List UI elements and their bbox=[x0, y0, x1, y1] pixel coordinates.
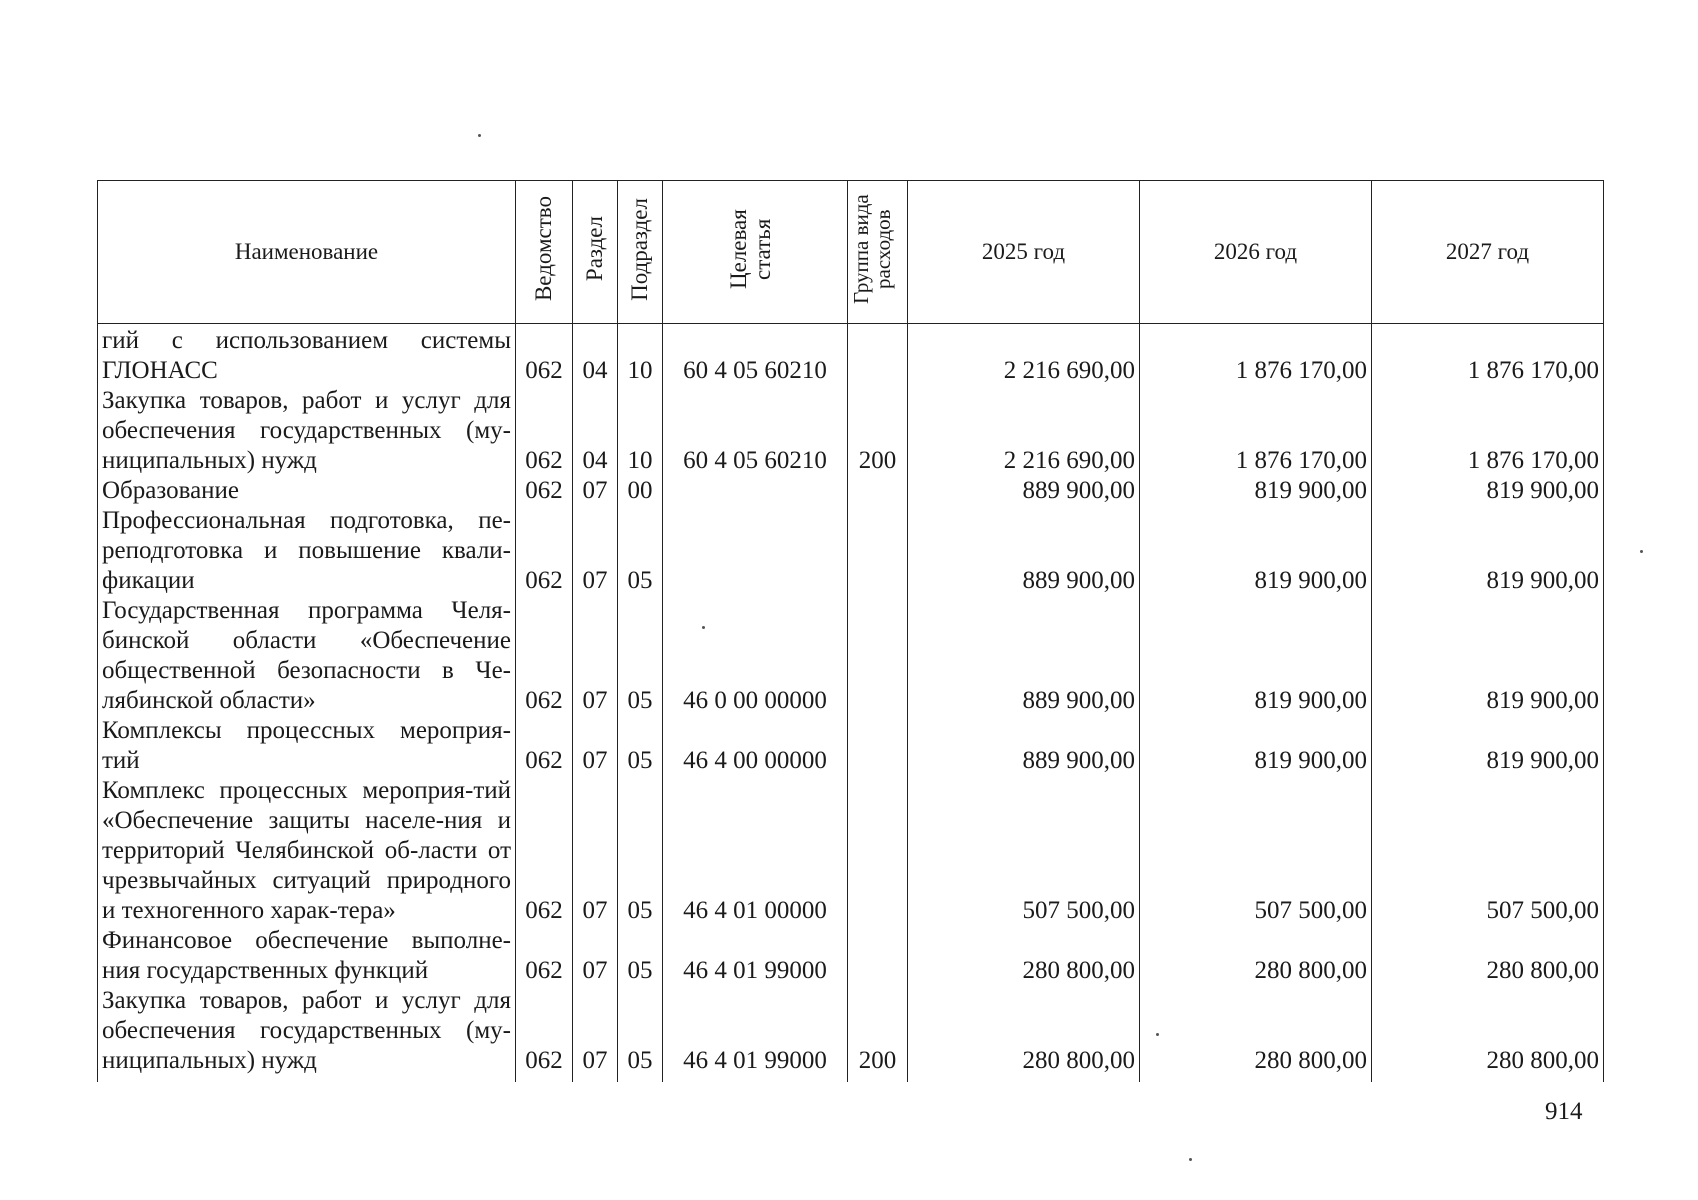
scan-speck bbox=[478, 134, 481, 137]
cell-podrazdel: 05 bbox=[618, 926, 663, 986]
cell-podrazdel: 10 bbox=[618, 386, 663, 476]
cell-celevaya bbox=[663, 476, 848, 506]
cell-y2025: 889 900,00 bbox=[908, 476, 1140, 506]
table-row bbox=[98, 716, 1604, 776]
scan-speck bbox=[1156, 1033, 1159, 1036]
cell-gruppa bbox=[848, 324, 908, 387]
header-name: Наименование bbox=[98, 181, 516, 324]
cell-ved: 062 bbox=[516, 324, 573, 387]
cell-name: Комплексы процессных мероприя-тий bbox=[98, 716, 516, 776]
cell-ved: 062 bbox=[516, 506, 573, 596]
cell-gruppa bbox=[848, 506, 908, 596]
cell-y2027: 280 800,00 bbox=[1372, 926, 1604, 986]
cell-y2027: 819 900,00 bbox=[1372, 716, 1604, 776]
cell-ved: 062 bbox=[516, 986, 573, 1082]
cell-podrazdel: 00 bbox=[618, 476, 663, 506]
table-body bbox=[98, 324, 1604, 1083]
cell-y2027: 819 900,00 bbox=[1372, 596, 1604, 716]
cell-podrazdel: 05 bbox=[618, 716, 663, 776]
budget-table bbox=[97, 180, 1604, 1082]
cell-ved: 062 bbox=[516, 596, 573, 716]
cell-celevaya: 60 4 05 60210 bbox=[663, 386, 848, 476]
cell-y2025: 889 900,00 bbox=[908, 716, 1140, 776]
cell-y2027: 280 800,00 bbox=[1372, 986, 1604, 1082]
cell-celevaya: 46 4 01 99000 bbox=[663, 926, 848, 986]
cell-y2026: 819 900,00 bbox=[1140, 716, 1372, 776]
table-header-row bbox=[98, 181, 1604, 324]
cell-podrazdel: 10 bbox=[618, 324, 663, 387]
cell-gruppa bbox=[848, 926, 908, 986]
header-ved: Ведомство bbox=[516, 181, 573, 324]
cell-y2025: 889 900,00 bbox=[908, 596, 1140, 716]
cell-gruppa: 200 bbox=[848, 986, 908, 1082]
cell-ved: 062 bbox=[516, 776, 573, 926]
cell-ved: 062 bbox=[516, 926, 573, 986]
cell-razdel: 04 bbox=[573, 386, 618, 476]
table-row bbox=[98, 506, 1604, 596]
cell-name: Комплекс процессных мероприя-тий «Обеспечение защиты населе-ния и территорий Челябинской об-ласти от чрезвычайных ситуаций природного и техногенного харак-тера» bbox=[98, 776, 516, 926]
cell-razdel: 07 bbox=[573, 476, 618, 506]
cell-y2026: 819 900,00 bbox=[1140, 596, 1372, 716]
header-razdel: Раздел bbox=[573, 181, 618, 324]
cell-name: Образование bbox=[98, 476, 516, 506]
cell-razdel: 07 bbox=[573, 506, 618, 596]
cell-y2025: 280 800,00 bbox=[908, 986, 1140, 1082]
cell-y2027: 819 900,00 bbox=[1372, 476, 1604, 506]
header-celevaya: Целевая статья bbox=[663, 181, 848, 324]
cell-y2027: 819 900,00 bbox=[1372, 506, 1604, 596]
cell-podrazdel: 05 bbox=[618, 596, 663, 716]
cell-name: гий с использованием системы ГЛОНАСС bbox=[98, 324, 516, 387]
cell-y2025: 280 800,00 bbox=[908, 926, 1140, 986]
cell-razdel: 07 bbox=[573, 926, 618, 986]
cell-y2025: 2 216 690,00 bbox=[908, 324, 1140, 387]
cell-y2026: 280 800,00 bbox=[1140, 926, 1372, 986]
cell-razdel: 07 bbox=[573, 716, 618, 776]
cell-ved: 062 bbox=[516, 716, 573, 776]
cell-y2026: 1 876 170,00 bbox=[1140, 386, 1372, 476]
table-row bbox=[98, 596, 1604, 716]
header-2026: 2026 год bbox=[1140, 181, 1372, 324]
cell-razdel: 04 bbox=[573, 324, 618, 387]
cell-y2025: 889 900,00 bbox=[908, 506, 1140, 596]
table-row bbox=[98, 476, 1604, 506]
table-row bbox=[98, 386, 1604, 476]
scan-speck bbox=[1189, 1158, 1192, 1161]
cell-y2026: 507 500,00 bbox=[1140, 776, 1372, 926]
cell-celevaya: 46 0 00 00000 bbox=[663, 596, 848, 716]
cell-gruppa bbox=[848, 476, 908, 506]
cell-name: Закупка товаров, работ и услуг для обеспечения государственных (му-ниципальных) нужд bbox=[98, 386, 516, 476]
cell-podrazdel: 05 bbox=[618, 776, 663, 926]
table-row bbox=[98, 324, 1604, 387]
cell-gruppa: 200 bbox=[848, 386, 908, 476]
cell-y2027: 507 500,00 bbox=[1372, 776, 1604, 926]
cell-podrazdel: 05 bbox=[618, 506, 663, 596]
cell-name: Закупка товаров, работ и услуг для обеспечения государственных (му-ниципальных) нужд bbox=[98, 986, 516, 1082]
cell-gruppa bbox=[848, 716, 908, 776]
header-2027: 2027 год bbox=[1372, 181, 1604, 324]
cell-ved: 062 bbox=[516, 386, 573, 476]
cell-celevaya: 46 4 01 00000 bbox=[663, 776, 848, 926]
cell-y2026: 819 900,00 bbox=[1140, 506, 1372, 596]
cell-y2027: 1 876 170,00 bbox=[1372, 324, 1604, 387]
cell-celevaya bbox=[663, 506, 848, 596]
cell-y2025: 2 216 690,00 bbox=[908, 386, 1140, 476]
header-2025: 2025 год bbox=[908, 181, 1140, 324]
cell-name: Государственная программа Челя-бинской области «Обеспечение общественной безопасности в Че-лябинской области» bbox=[98, 596, 516, 716]
cell-gruppa bbox=[848, 776, 908, 926]
cell-name: Профессиональная подготовка, пе-реподготовка и повышение квали-фикации bbox=[98, 506, 516, 596]
cell-podrazdel: 05 bbox=[618, 986, 663, 1082]
cell-y2026: 819 900,00 bbox=[1140, 476, 1372, 506]
table-row bbox=[98, 986, 1604, 1082]
page-number: 914 bbox=[1545, 1098, 1583, 1125]
cell-y2026: 280 800,00 bbox=[1140, 986, 1372, 1082]
header-gruppa: Группа вида расходов bbox=[848, 181, 908, 324]
cell-razdel: 07 bbox=[573, 986, 618, 1082]
scan-speck bbox=[1640, 550, 1643, 553]
cell-celevaya: 46 4 00 00000 bbox=[663, 716, 848, 776]
scan-speck bbox=[702, 626, 705, 629]
cell-y2025: 507 500,00 bbox=[908, 776, 1140, 926]
cell-ved: 062 bbox=[516, 476, 573, 506]
cell-y2026: 1 876 170,00 bbox=[1140, 324, 1372, 387]
header-podrazdel: Подраздел bbox=[618, 181, 663, 324]
cell-razdel: 07 bbox=[573, 596, 618, 716]
table-row bbox=[98, 926, 1604, 986]
cell-gruppa bbox=[848, 596, 908, 716]
cell-razdel: 07 bbox=[573, 776, 618, 926]
cell-y2027: 1 876 170,00 bbox=[1372, 386, 1604, 476]
cell-celevaya: 60 4 05 60210 bbox=[663, 324, 848, 387]
table-row bbox=[98, 776, 1604, 926]
cell-celevaya: 46 4 01 99000 bbox=[663, 986, 848, 1082]
cell-name: Финансовое обеспечение выполне-ния государственных функций bbox=[98, 926, 516, 986]
